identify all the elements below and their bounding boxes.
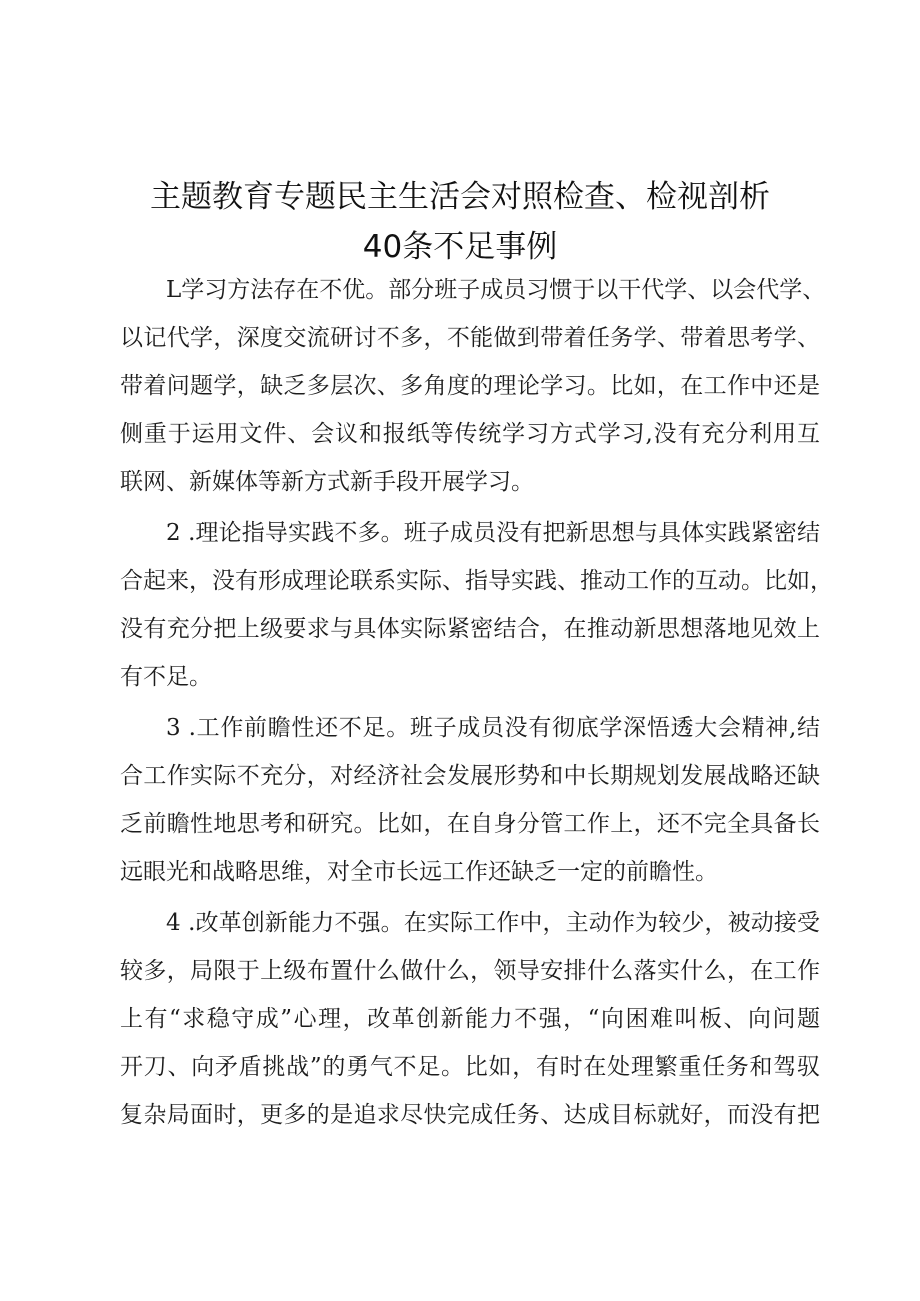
paragraph-4-line-4: 开刀、向矛盾挑战”的勇气不足。比如，有时在处理繁重任务和驾驭: [120, 1054, 820, 1080]
paragraph-1-line-4: 侧重于运用文件、会议和报纸等传统学习方式学习,没有充分利用互: [120, 421, 820, 447]
paragraph-1-line-5: 联网、新媒体等新方式新手段开展学习。: [120, 469, 534, 495]
paragraph-4-line-5: 复杂局面时，更多的是追求尽快完成任务、达成目标就好，而没有把: [120, 1102, 820, 1128]
paragraph-4-line-2: 较多，局限于上级布置什么做什么，领导安排什么落实什么，在工作: [120, 958, 820, 984]
paragraph-4-line-1: 4 .改革创新能力不强。在实际工作中，主动作为较少，被动接受: [166, 910, 820, 936]
document-title-line-2: 40条不足事例: [362, 229, 558, 265]
paragraph-1-line-2: 以记代学，深度交流研讨不多，不能做到带着任务学、带着思考学、: [120, 325, 820, 351]
paragraph-2-line-3: 没有充分把上级要求与具体实际紧密结合，在推动新思想落地见效上: [120, 616, 820, 642]
paragraph-1-line-1: L学习方法存在不优。部分班子成员习惯于以干代学、以会代学、: [166, 277, 826, 303]
document-title-line-1: 主题教育专题民主生活会对照检查、检视剖析: [150, 179, 770, 215]
paragraph-2-line-4: 有不足。: [120, 664, 212, 690]
paragraph-3-line-2: 合工作实际不充分，对经济社会发展形势和中长期规划发展战略还缺: [120, 763, 820, 789]
paragraph-2-line-2: 合起来，没有形成理论联系实际、指导实践、推动工作的互动。比如，: [120, 568, 833, 594]
paragraph-3-line-1: 3 .工作前瞻性还不足。班子成员没有彻底学深悟透大会精神,结: [166, 715, 820, 741]
paragraph-3-line-4: 远眼光和战略思维，对全市长远工作还缺乏一定的前瞻性。: [120, 859, 718, 885]
paragraph-4-line-3: 上有“求稳守成”心理，改革创新能力不强，“向困难叫板、向问题: [120, 1006, 820, 1032]
paragraph-3-line-3: 乏前瞻性地思考和研究。比如，在自身分管工作上，还不完全具备长: [120, 811, 820, 837]
paragraph-2-line-1: 2 .理论指导实践不多。班子成员没有把新思想与具体实践紧密结: [166, 520, 820, 546]
paragraph-1-line-3: 带着问题学，缺乏多层次、多角度的理论学习。比如，在工作中还是: [120, 373, 820, 399]
